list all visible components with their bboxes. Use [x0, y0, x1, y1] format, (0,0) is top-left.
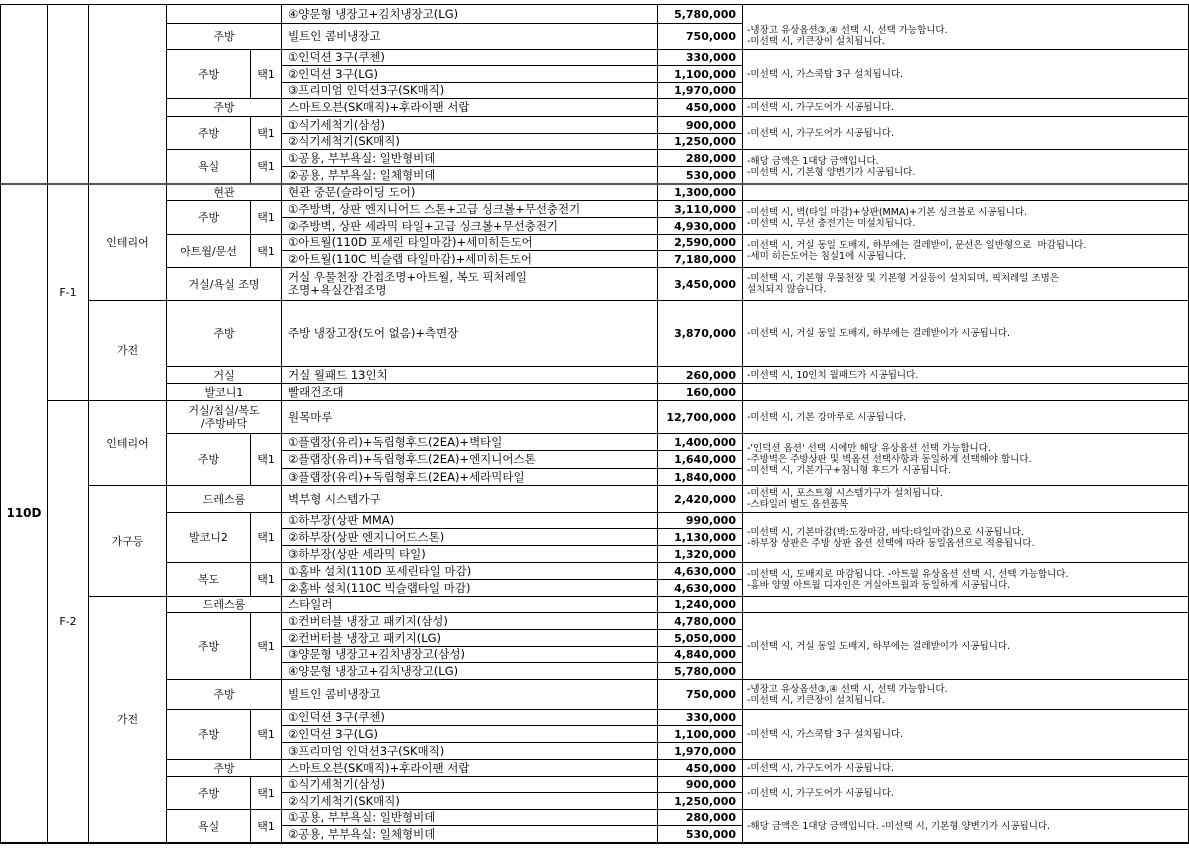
option-item: ④양문형 냉장고+김치냉장고(LG) — [281, 4, 658, 24]
price-cell: 280,000 — [657, 149, 743, 167]
price-cell: 12,700,000 — [657, 400, 743, 434]
room-cell: 주방 — [166, 200, 251, 235]
choose-one-cell: 택1 — [250, 512, 282, 563]
option-item: ②주방벽, 상판 세라믹 타일+고급 싱크볼+무선충전기 — [281, 217, 658, 235]
room-cell: 주방 — [166, 300, 282, 367]
note-cell: -미선택 시, 기본 강마루로 시공됩니다. — [742, 400, 1189, 434]
option-item: 거실 월패드 13인치 — [281, 366, 658, 384]
price-cell: 1,300,000 — [657, 183, 743, 201]
option-item: ①플랩장(유리)+독립형후드(2EA)+벽타일 — [281, 433, 658, 451]
option-item: 스마트오븐(SK매직)+후라이팬 서랍 — [281, 98, 658, 117]
room-cell — [166, 4, 282, 24]
note-cell: -미선택 시, 가구도어가 시공됩니다. — [742, 776, 1189, 810]
price-cell: 2,590,000 — [657, 234, 743, 251]
option-item: ①하부장(상판 MMA) — [281, 512, 658, 529]
note-cell: -미선택 시, 가스쿡탑 3구 설치됩니다. — [742, 49, 1189, 99]
choose-one-cell: 택1 — [250, 709, 282, 760]
price-cell: 3,110,000 — [657, 200, 743, 218]
floor-cell: F-2 — [47, 400, 89, 843]
option-item: ②공용, 부부욕실: 일체형비데 — [281, 166, 658, 184]
room-cell: 아트월/문선 — [166, 234, 251, 268]
room-cell: 주방 — [166, 679, 282, 710]
note-cell: -'인덕션 옵션' 선택 시에만 해당 유상옵션 선택 가능합니다. -주방벽은 주방상판 및 벽옵션 선택사항과 동일하게 선택해야 합니다. -미선택 시, 기본가구+침니형 후드가 시공됩니다. — [742, 433, 1189, 486]
room-cell: 드레스룸 — [166, 596, 282, 613]
room-cell: 주방 — [166, 433, 251, 486]
option-item: ③하부장(상판 세라믹 타일) — [281, 545, 658, 563]
price-cell: 990,000 — [657, 512, 743, 529]
model-cell-top — [0, 4, 48, 184]
price-cell: 900,000 — [657, 116, 743, 134]
price-cell: 4,780,000 — [657, 612, 743, 630]
option-item: ①주방벽, 상판 엔지니어드 스톤+고급 싱크볼+무선충전기 — [281, 200, 658, 218]
price-cell: 750,000 — [657, 679, 743, 710]
room-cell: 거실/욕실 조명 — [166, 267, 282, 301]
option-item: ①식기세척기(삼성) — [281, 116, 658, 134]
room-cell: 거실/침실/복도 /주방바닥 — [166, 400, 282, 434]
option-item: 거실 우물천장 간접조명+아트월, 복도 픽처레일 조명+욕실간접조명 — [281, 267, 658, 301]
note-cell: -미선택 시, 도배지로 마감됩니다. -아트월 유상옵션 선택 시, 선택 가능합니다. -홈바 양옆 아트월 디자인은 거실아트월과 동일하게 시공됩니다. — [742, 562, 1189, 597]
option-item: 빨래건조대 — [281, 383, 658, 401]
price-cell: 530,000 — [657, 825, 743, 843]
floor-cell: F-1 — [47, 183, 89, 401]
note-cell: -미선택 시, 가스쿡탑 3구 설치됩니다. — [742, 709, 1189, 760]
section-divider — [0, 183, 1189, 185]
choose-one-cell: 택1 — [250, 612, 282, 680]
option-item: 스마트오븐(SK매직)+후라이팬 서랍 — [281, 759, 658, 777]
option-item: ②플랩장(유리)+독립형후드(2EA)+엔지니어스톤 — [281, 450, 658, 469]
note-cell: -미선택 시, 거실 동일 도배지, 하부에는 걸레받이가 시공됩니다. — [742, 300, 1189, 367]
room-cell: 욕실 — [166, 149, 251, 184]
option-item: ②식기세척기(SK매직) — [281, 792, 658, 810]
price-cell: 4,840,000 — [657, 646, 743, 663]
price-cell: 280,000 — [657, 809, 743, 826]
choose-one-cell: 택1 — [250, 49, 282, 99]
price-cell: 3,450,000 — [657, 267, 743, 301]
note-cell: -미선택 시, 가구도어가 시공됩니다. — [742, 98, 1189, 117]
option-item: ②인덕션 3구(LG) — [281, 65, 658, 83]
price-cell: 4,930,000 — [657, 217, 743, 235]
room-cell: 현관 — [166, 183, 282, 201]
option-item: ①공용, 부부욕실: 일반형비데 — [281, 149, 658, 167]
note-cell: -미선택 시, 10인치 월패드가 시공됩니다. — [742, 366, 1189, 384]
price-cell: 1,250,000 — [657, 792, 743, 810]
note-cell: -미선택 시, 거실 동일 도배지, 하부에는 걸레받이, 문선은 일반형으로 마감됩니다. -세미 히든도어는 침실1에 시공됩니다. — [742, 234, 1189, 268]
category-cell-top — [88, 4, 167, 184]
price-cell: 330,000 — [657, 49, 743, 66]
option-item: ①공용, 부부욕실: 일반형비데 — [281, 809, 658, 826]
option-item: ②인덕션 3구(LG) — [281, 725, 658, 743]
note-cell: -미선택 시, 기본형 우물천장 및 기본형 거실등이 설치되며, 픽처레일 조명은 설치되지 않습니다. — [742, 267, 1189, 301]
option-item: ①인덕션 3구(쿠첸) — [281, 49, 658, 66]
choose-one-cell: 택1 — [250, 149, 282, 184]
table-bottom-border — [0, 842, 1189, 844]
option-item: ①인덕션 3구(쿠첸) — [281, 709, 658, 726]
model-cell: 110D — [0, 183, 48, 843]
choose-one-cell: 택1 — [250, 776, 282, 810]
option-item: ②하부장(상판 엔지니어드스톤) — [281, 528, 658, 546]
price-cell: 1,100,000 — [657, 725, 743, 743]
room-cell: 주방 — [166, 612, 251, 680]
choose-one-cell: 택1 — [250, 234, 282, 268]
room-cell: 주방 — [166, 709, 251, 760]
room-cell: 드레스룸 — [166, 485, 282, 513]
option-item: ③양문형 냉장고+김치냉장고(삼성) — [281, 646, 658, 663]
option-item: 주방 냉장고장(도어 없음)+측면장 — [281, 300, 658, 367]
room-cell: 욕실 — [166, 809, 251, 843]
note-cell: -해당 금액은 1대당 금액입니다. -미선택 시, 기본형 양변기가 시공됩니다. — [742, 149, 1189, 184]
option-item: 현관 중문(슬라이딩 도어) — [281, 183, 658, 201]
price-cell: 1,130,000 — [657, 528, 743, 546]
choose-one-cell: 택1 — [250, 116, 282, 150]
option-item: ①컨버터블 냉장고 패키지(삼성) — [281, 612, 658, 630]
option-item: ③프리미엄 인덕션3구(SK매직) — [281, 82, 658, 99]
option-item: ②컨버터블 냉장고 패키지(LG) — [281, 629, 658, 647]
note-cell — [742, 183, 1189, 201]
price-cell: 5,050,000 — [657, 629, 743, 647]
price-cell: 1,970,000 — [657, 742, 743, 760]
room-cell: 주방 — [166, 116, 251, 150]
note-cell: -미선택 시, 벽(타일 마감)+상판(MMA)+기본 싱크볼로 시공됩니다. -미선택 시, 무선 충전기는 미설치됩니다. — [742, 200, 1189, 235]
price-cell: 5,780,000 — [657, 4, 743, 24]
price-cell: 1,240,000 — [657, 596, 743, 613]
price-cell: 260,000 — [657, 366, 743, 384]
category-cell: 인테리어 — [88, 400, 167, 486]
room-cell: 발코니1 — [166, 383, 282, 401]
note-cell: -냉장고 유상옵션③,④ 선택 시, 선택 가능합니다. -미선택 시, 키큰장이 설치됩니다. — [742, 4, 1189, 50]
option-item: ①식기세척기(삼성) — [281, 776, 658, 793]
note-cell: -미선택 시, 가구도어가 시공됩니다. — [742, 116, 1189, 150]
note-cell: -미선택 시, 거실 동일 도배지, 하부에는 걸레받이가 시공됩니다. — [742, 612, 1189, 680]
price-cell: 7,180,000 — [657, 250, 743, 268]
price-cell: 160,000 — [657, 383, 743, 401]
option-item: ①아트월(110D 포세린 타일마감)+세미히든도어 — [281, 234, 658, 251]
option-item: ①홈바 설치(110D 포세린타일 마감) — [281, 562, 658, 580]
option-item: 빌트인 콤비냉장고 — [281, 679, 658, 710]
price-cell: 1,250,000 — [657, 133, 743, 150]
price-cell: 1,640,000 — [657, 450, 743, 469]
choose-one-cell: 택1 — [250, 562, 282, 597]
price-cell: 2,420,000 — [657, 485, 743, 513]
price-cell: 4,630,000 — [657, 579, 743, 597]
price-cell: 5,780,000 — [657, 662, 743, 680]
option-item: ③플랩장(유리)+독립형후드(2EA)+세라믹타일 — [281, 468, 658, 486]
category-cell: 인테리어 — [88, 183, 167, 301]
choose-one-cell: 택1 — [250, 200, 282, 235]
room-cell: 주방 — [166, 49, 251, 99]
price-cell: 1,100,000 — [657, 65, 743, 83]
note-cell: -미선택 시, 포스트형 시스템가구가 설치됩니다. -스타일러 별도 옵션품목 — [742, 485, 1189, 513]
note-cell: -미선택 시, 기본마감(벽:도장마감, 바닥:타일마감)으로 시공됩니다. -하부장 상판은 주방 상판 옵션 선택에 따라 동일옵션으로 적용됩니다. — [742, 512, 1189, 563]
price-cell: 330,000 — [657, 709, 743, 726]
choose-one-cell: 택1 — [250, 809, 282, 843]
room-cell: 주방 — [166, 776, 251, 810]
price-cell: 530,000 — [657, 166, 743, 184]
note-cell: -냉장고 유상옵션③,④ 선택 시, 선택 가능합니다. -미선택 시, 키큰장이 설치됩니다. — [742, 679, 1189, 710]
note-cell: -해당 금액은 1대당 금액입니다. -미선택 시, 기본형 양변기가 시공됩니다. — [742, 809, 1189, 843]
option-item: ②아트월(110C 빅슬랩 타일마감)+세미히든도어 — [281, 250, 658, 268]
option-item: 스타일러 — [281, 596, 658, 613]
room-cell: 주방 — [166, 759, 282, 777]
option-item: 원목마루 — [281, 400, 658, 434]
floor-cell-top — [47, 4, 89, 184]
option-item: ②홈바 설치(110C 빅슬랩타일 마감) — [281, 579, 658, 597]
note-cell: -미선택 시, 가구도어가 시공됩니다. — [742, 759, 1189, 777]
price-cell: 1,840,000 — [657, 468, 743, 486]
note-cell — [742, 596, 1189, 613]
option-item: 빌트인 콤비냉장고 — [281, 23, 658, 50]
option-item: ②식기세척기(SK매직) — [281, 133, 658, 150]
price-cell: 750,000 — [657, 23, 743, 50]
price-cell: 1,970,000 — [657, 82, 743, 99]
room-cell: 복도 — [166, 562, 251, 597]
note-cell — [742, 383, 1189, 401]
room-cell: 거실 — [166, 366, 282, 384]
price-cell: 1,320,000 — [657, 545, 743, 563]
price-cell: 4,630,000 — [657, 562, 743, 580]
category-cell: 가전 — [88, 596, 167, 843]
price-cell: 450,000 — [657, 98, 743, 117]
price-cell: 450,000 — [657, 759, 743, 777]
room-cell: 발코니2 — [166, 512, 251, 563]
choose-one-cell: 택1 — [250, 433, 282, 486]
option-item: ③프리미엄 인덕션3구(SK매직) — [281, 742, 658, 760]
category-cell: 가전 — [88, 300, 167, 401]
option-item: ④양문형 냉장고+김치냉장고(LG) — [281, 662, 658, 680]
option-item: ②공용, 부부욕실: 일체형비데 — [281, 825, 658, 843]
room-cell: 주방 — [166, 98, 282, 117]
category-cell: 가구등 — [88, 485, 167, 597]
price-cell: 1,400,000 — [657, 433, 743, 451]
price-cell: 3,870,000 — [657, 300, 743, 367]
option-item: 벽부형 시스템가구 — [281, 485, 658, 513]
room-cell: 주방 — [166, 23, 282, 50]
price-cell: 900,000 — [657, 776, 743, 793]
